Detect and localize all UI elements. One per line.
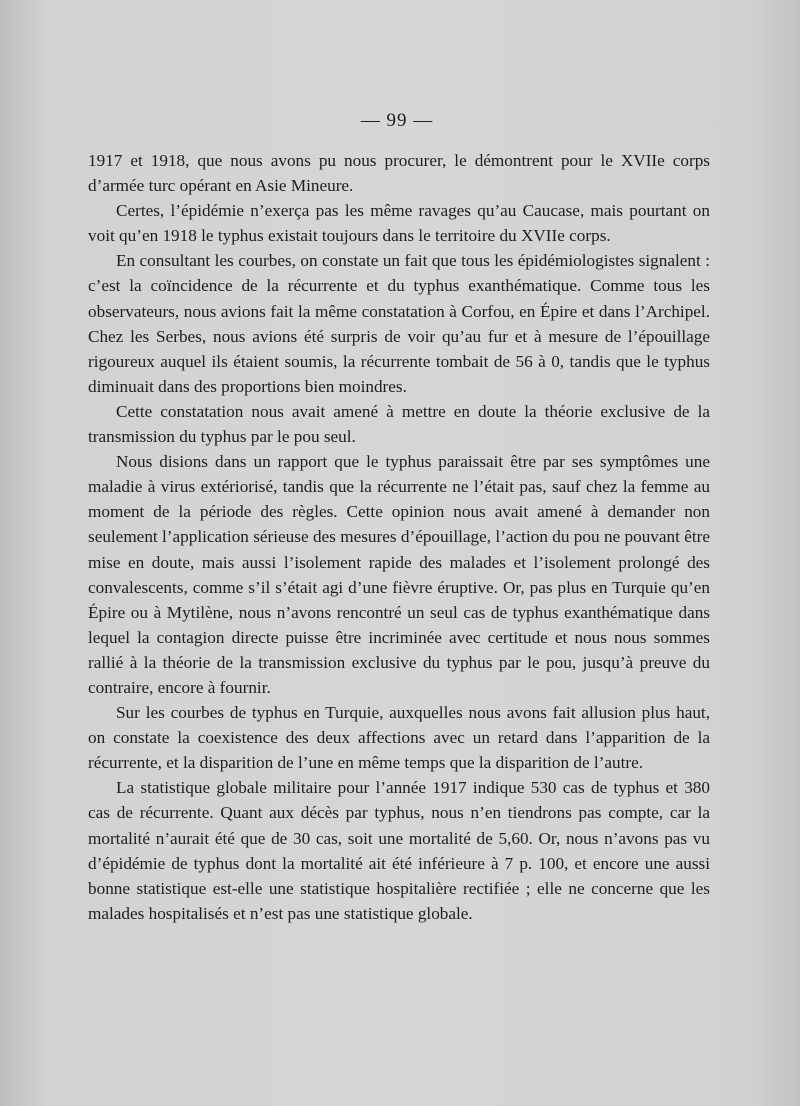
paragraph-1: 1917 et 1918, que nous avons pu nous procurer, le démontrent pour le XVIIe corps d’armée turc opérant en Asie Mineure. <box>88 151 710 196</box>
page-number: — 99 — <box>360 110 434 131</box>
paragraph-7: La statistique globale militaire pour l’année 1917 indique 530 cas de typhus et 380 cas de récurrente. Quant aux décès par typhus, nous n’en tiendrons pas compte, car la mortalité n’aurait été que de 30 cas, soit une mortalité de 5,60. Or, nous n’avons pas vu d’épidémie de typhus dont la mortalité ait été inférieure à 7 p. 100, et encore une aussi bonne statistique est-elle une statistique hospitalière rectifiée ; elle ne concerne que les malades hospitalisés et n’est pas une statistique globale. <box>88 778 710 923</box>
body-text <box>88 148 710 926</box>
paragraph-4: Cette constatation nous avait amené à mettre en doute la théorie exclusive de la transmission du typhus par le pou seul. <box>88 401 710 447</box>
paragraph-5: Nous disions dans un rapport que le typhus paraissait être par ses symptômes une maladie à virus extériorisé, tandis que la récurrente ne l’était pas, sauf chez la femme au moment de la période des règles. Cette opinion nous avait amené à demander non seulement l’application sérieuse des mesures d’épouillage, l’action du pou ne pouvant être mise en doute, mais aussi l’isolement rapide des malades et l’isolement prolongé des convalescents, comme s’il s’était agi d’une fièvre éruptive. Or, pas plus en Turquie qu’en Épire ou à Mytilène, nous n’avons rencontré un seul cas de typhus exanthématique dans lequel la contagion directe puisse être incriminée avec certitude et nous nous sommes rallié à la théorie de la transmission exclusive du typhus par le pou, jusqu’à preuve du contraire, encore à fournir. <box>88 452 710 697</box>
paragraph-3: En consultant les courbes, on constate un fait que tous les épidémiologistes signalent : c’est la coïncidence de la récurrente et du typhus exanthématique. Comme tous les observateurs, nous avions fait la même constatation à Corfou, en Épire et dans l’Archipel. Chez les Serbes, nous avions été surpris de voir qu’au fur et à mesure de l’épouillage rigoureux auquel ils étaient soumis, la récurrente tombait de 56 à 0, tandis que le typhus diminuait dans des proportions bien moindres. <box>88 251 710 396</box>
page-header <box>0 110 800 132</box>
paragraph-2: Certes, l’épidémie n’exerça pas les même ravages qu’au Caucase, mais pourtant on voit qu’en 1918 le typhus existait toujours dans le territoire du XVIIe corps. <box>88 201 710 246</box>
paragraph-6: Sur les courbes de typhus en Turquie, auxquelles nous avons fait allusion plus haut, on constate la coexistence des deux affections avec un retard dans l’apparition de la récurrente, et la disparition de l’une en même temps que la disparition de l’autre. <box>88 703 710 773</box>
